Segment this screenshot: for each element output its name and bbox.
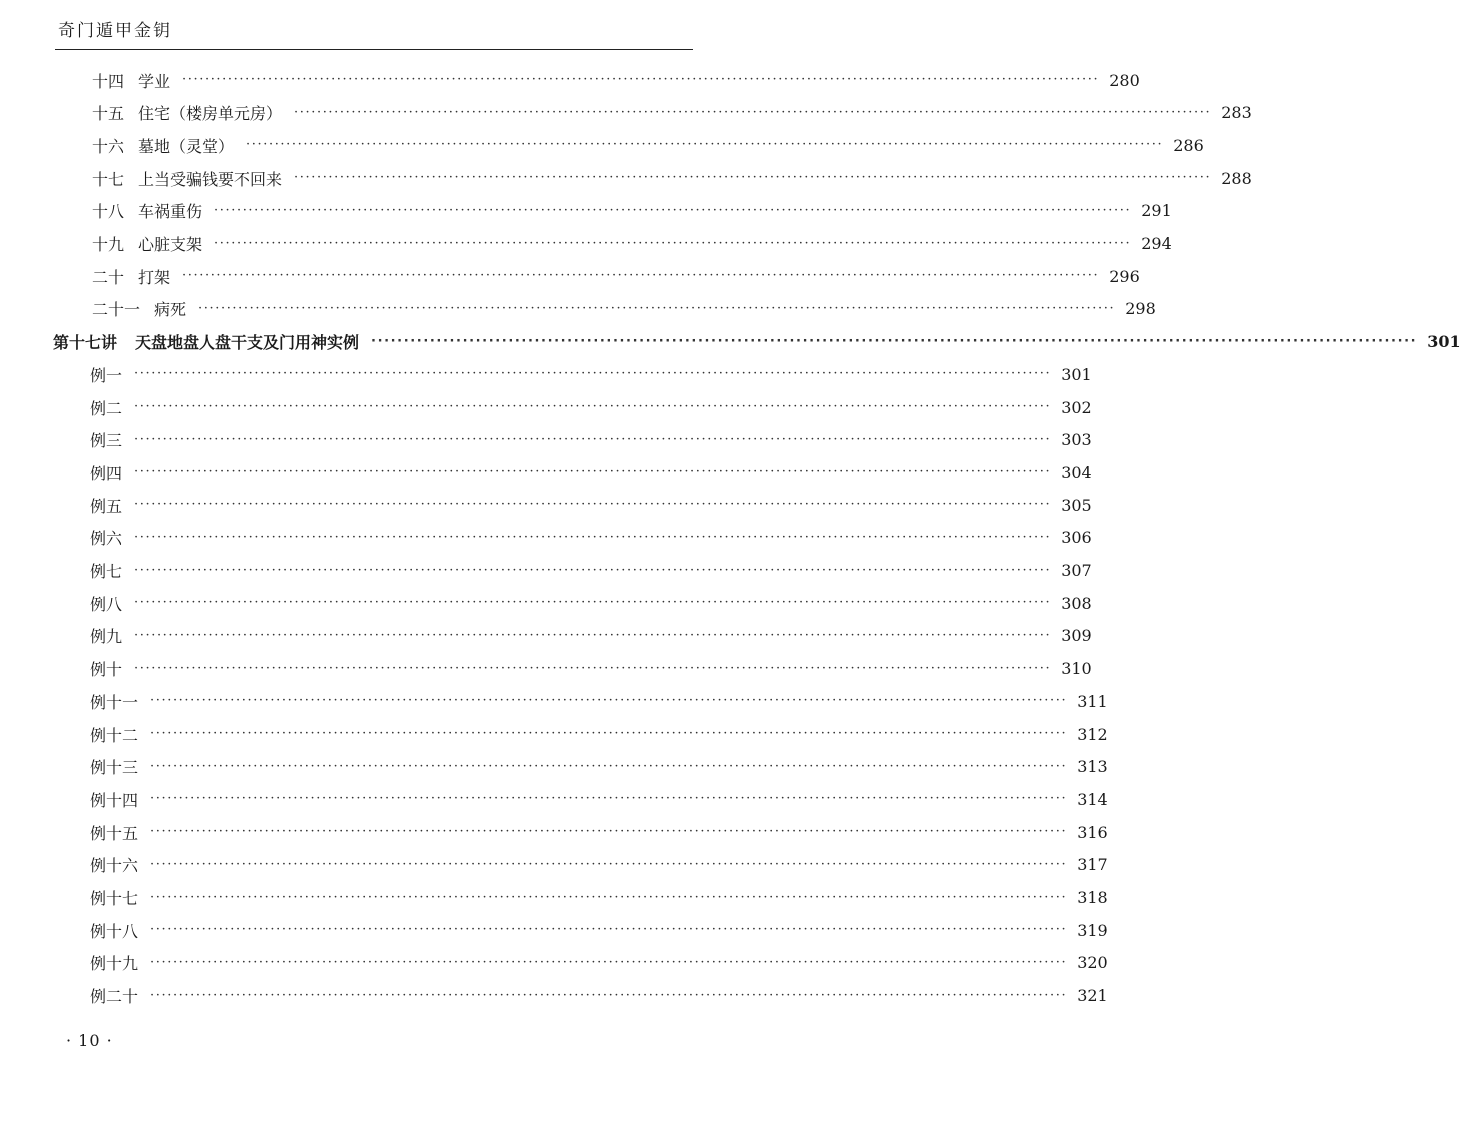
toc-leader-dots: ································································································································································ xyxy=(134,562,1052,578)
toc-entry-number: 十九 xyxy=(92,235,125,254)
toc-leader-dots: ································································································································································ xyxy=(182,268,1100,284)
toc-example-page: 320 xyxy=(1077,953,1108,973)
toc-entry-number: 十六 xyxy=(92,136,125,156)
toc-example-entry[interactable] xyxy=(0,653,1092,685)
toc-leader-dots: ································································································································································ xyxy=(150,791,1068,807)
toc-example-title: 例七 xyxy=(90,562,123,581)
toc-example-title: 例十三 xyxy=(90,758,139,778)
toc-entry-title: 车祸重伤 xyxy=(138,202,203,222)
toc-entry-title: 住宅（楼房单元房） xyxy=(138,104,283,124)
toc-example-entry[interactable] xyxy=(0,685,1108,717)
toc-example-entry[interactable] xyxy=(0,882,1108,914)
toc-example-page: 319 xyxy=(1077,920,1108,940)
toc-entry-number: 十四 xyxy=(92,71,125,91)
toc-example-title: 例一 xyxy=(90,365,123,385)
toc-example-page: 305 xyxy=(1061,495,1092,515)
toc-leader-dots: ································································································································································ xyxy=(150,693,1068,709)
toc-entry-title: 心脏支架 xyxy=(138,235,203,254)
toc-leader-dots: ································································································································································ xyxy=(214,235,1132,251)
toc-entry-title: 学业 xyxy=(138,71,171,91)
toc-entry-title: 上当受骗钱要不回来 xyxy=(138,169,283,189)
toc-entry[interactable] xyxy=(0,195,1172,227)
toc-example-title: 例四 xyxy=(90,463,123,483)
toc-leader-dots: ································································································································································ xyxy=(294,104,1212,120)
toc-leader-dots: ································································································································································ xyxy=(134,399,1052,414)
toc-example-page: 302 xyxy=(1061,397,1092,417)
toc-example-title: 例六 xyxy=(90,529,123,549)
toc-entry-title: 墓地（灵堂） xyxy=(138,136,235,156)
toc-example-page: 321 xyxy=(1077,986,1108,1006)
toc-entry-number: 二十 xyxy=(92,267,125,287)
toc-example-title: 例十一 xyxy=(90,692,139,712)
toc-example-entry[interactable] xyxy=(0,555,1092,587)
toc-leader-dots: ································································································································································ xyxy=(134,595,1052,611)
toc-example-entry[interactable] xyxy=(0,751,1108,783)
toc-example-page: 311 xyxy=(1077,691,1108,711)
toc-example-title: 例十八 xyxy=(90,921,139,941)
toc-leader-dots: ································································································································································ xyxy=(134,464,1052,480)
toc-leader-dots: ································································································································································ xyxy=(134,627,1052,643)
toc-entry[interactable] xyxy=(0,162,1252,194)
toc-leader-dots: ································································································································································ xyxy=(134,529,1052,545)
toc-example-title: 例二十 xyxy=(90,987,139,1007)
toc-leader-dots: ································································································································································ xyxy=(134,660,1052,676)
toc-example-page: 312 xyxy=(1077,724,1108,744)
toc-example-page: 309 xyxy=(1061,626,1092,646)
toc-leader-dots: ································································································································································ xyxy=(134,497,1052,513)
toc-entry-number: 十七 xyxy=(92,169,125,189)
toc-example-page: 314 xyxy=(1077,789,1108,809)
toc-entry-title: 病死 xyxy=(154,300,187,320)
toc-example-entry[interactable] xyxy=(0,849,1108,881)
toc-example-entry[interactable] xyxy=(0,718,1108,750)
toc-leader-dots: ································································································································································ xyxy=(134,431,1052,447)
toc-example-title: 例二 xyxy=(90,398,123,418)
toc-example-entry[interactable] xyxy=(0,456,1092,488)
toc-example-page: 317 xyxy=(1077,855,1108,875)
toc-leader-dots: ································································································································································ xyxy=(150,889,1068,905)
toc-entry-page: 280 xyxy=(1109,70,1140,90)
toc-example-title: 例十四 xyxy=(90,790,139,810)
toc-entry[interactable] xyxy=(0,97,1252,129)
toc-example-entry[interactable] xyxy=(0,391,1092,423)
toc-entry-page: 294 xyxy=(1141,234,1172,253)
toc-example-entry[interactable] xyxy=(0,587,1092,619)
toc-entry[interactable] xyxy=(0,293,1156,325)
toc-example-title: 例十二 xyxy=(90,725,139,745)
toc-leader-dots: ································································································································································ xyxy=(150,922,1068,938)
toc-example-page: 318 xyxy=(1077,888,1108,907)
toc-entry-page: 298 xyxy=(1125,299,1156,319)
toc-example-title: 例五 xyxy=(90,496,123,516)
toc-example-entry[interactable] xyxy=(0,947,1108,979)
toc-leader-dots: ································································································································································ xyxy=(150,987,1068,1003)
toc-example-entry[interactable] xyxy=(0,783,1108,815)
toc-example-entry[interactable] xyxy=(0,816,1108,848)
toc-example-entry[interactable] xyxy=(0,358,1092,390)
toc-example-page: 303 xyxy=(1061,430,1092,450)
toc-chapter-title: 天盘地盘人盘干支及门用神实例 xyxy=(135,333,360,353)
toc-example-entry[interactable] xyxy=(0,914,1108,946)
toc-example-entry[interactable] xyxy=(0,522,1092,554)
toc-entry-page: 286 xyxy=(1173,135,1204,155)
toc-entry[interactable] xyxy=(0,64,1140,96)
toc-leader-dots: ································································································································································ xyxy=(150,856,1068,872)
toc-example-entry[interactable] xyxy=(0,424,1092,456)
toc-entry-number: 十五 xyxy=(92,104,125,124)
toc-entry-number: 二十一 xyxy=(92,300,141,320)
toc-example-page: 316 xyxy=(1077,822,1108,842)
toc-example-page: 308 xyxy=(1061,593,1092,613)
toc-leader-dots: ································································································································································ xyxy=(294,170,1212,186)
toc-example-title: 例十 xyxy=(90,660,123,680)
toc-entry[interactable] xyxy=(0,129,1204,161)
toc-example-page: 304 xyxy=(1061,462,1092,482)
toc-example-title: 例三 xyxy=(90,431,123,451)
toc-entry-title: 打架 xyxy=(138,267,171,287)
toc-leader-dots: ································································································································································ xyxy=(246,137,1164,153)
toc-example-page: 313 xyxy=(1077,757,1108,777)
toc-example-title: 例八 xyxy=(90,594,123,614)
toc-example-title: 例九 xyxy=(90,627,123,647)
toc-entry[interactable] xyxy=(0,228,1172,260)
toc-example-title: 例十五 xyxy=(90,823,139,843)
toc-example-entry[interactable] xyxy=(0,980,1108,1012)
toc-example-page: 301 xyxy=(1061,364,1092,384)
toc-leader-dots: ································································································································································ xyxy=(198,300,1116,316)
toc-entry-page: 288 xyxy=(1221,168,1252,188)
toc-entry-page: 296 xyxy=(1109,266,1140,286)
toc-entry-number: 十八 xyxy=(92,202,125,222)
page-folio: · 10 · xyxy=(66,1031,113,1050)
running-header-title: 奇门遁甲金钥 xyxy=(58,21,172,41)
toc-example-page: 307 xyxy=(1061,561,1092,580)
toc-leader-dots: ································································································································································ xyxy=(371,333,1418,349)
toc-leader-dots: ································································································································································ xyxy=(150,954,1068,970)
toc-chapter-page: 301 xyxy=(1427,332,1461,352)
toc-chapter-entry[interactable] xyxy=(0,326,1461,358)
toc-example-entry[interactable] xyxy=(0,489,1092,521)
toc-leader-dots: ································································································································································ xyxy=(150,726,1068,741)
toc-chapter-number: 第十七讲 xyxy=(53,333,118,353)
toc-entry[interactable] xyxy=(0,260,1140,292)
toc-leader-dots: ································································································································································ xyxy=(134,366,1052,382)
toc-leader-dots: ································································································································································ xyxy=(150,758,1068,774)
toc-entry-page: 291 xyxy=(1141,201,1172,221)
toc-leader-dots: ································································································································································ xyxy=(182,72,1100,87)
toc-example-entry[interactable] xyxy=(0,620,1092,652)
toc-example-page: 306 xyxy=(1061,528,1092,548)
toc-example-title: 例十九 xyxy=(90,954,139,974)
header-rule xyxy=(55,49,693,50)
toc-example-title: 例十七 xyxy=(90,889,139,908)
toc-entry-page: 283 xyxy=(1221,103,1252,123)
toc-example-title: 例十六 xyxy=(90,856,139,876)
toc-leader-dots: ································································································································································ xyxy=(214,202,1132,218)
toc-example-page: 310 xyxy=(1061,659,1092,679)
toc-leader-dots: ································································································································································ xyxy=(150,824,1068,840)
